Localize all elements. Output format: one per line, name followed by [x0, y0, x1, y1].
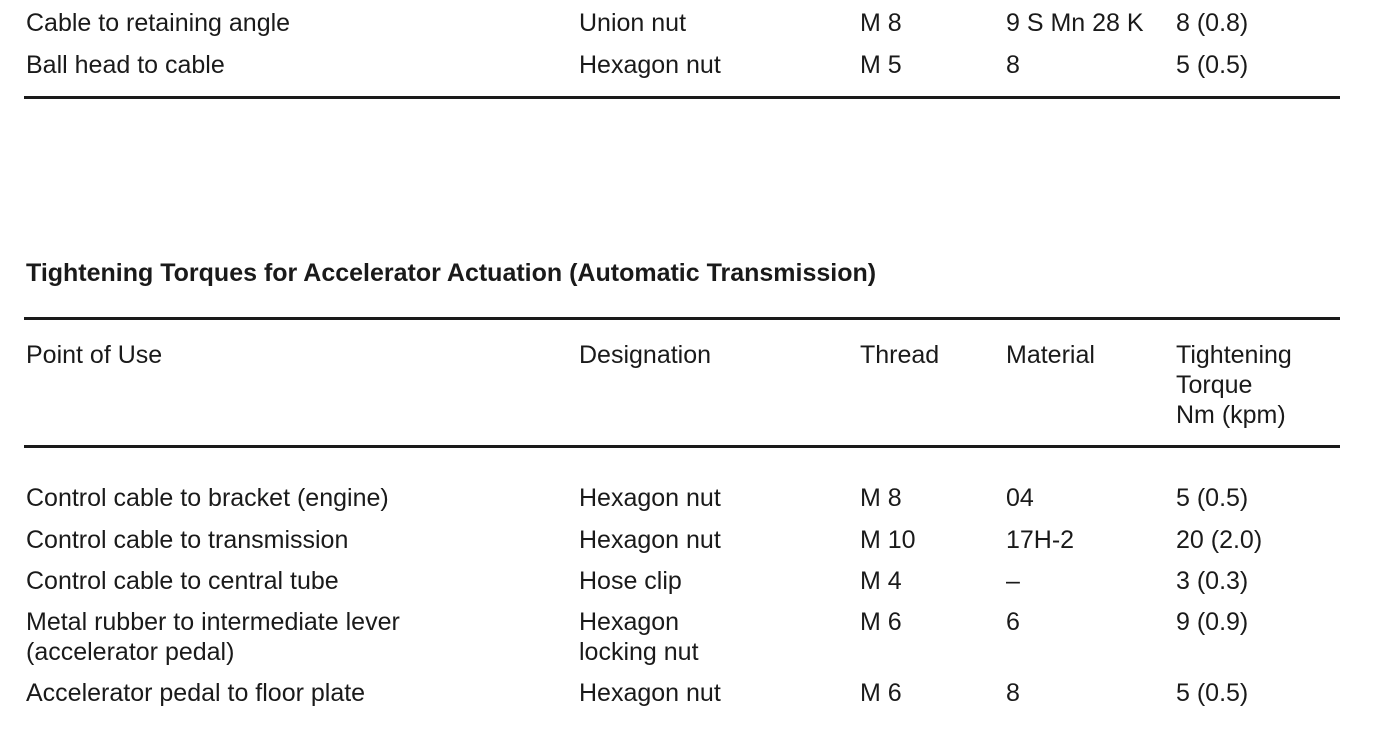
material-cell: 6 [1006, 608, 1020, 636]
point-of-use-cell: Control cable to transmission [26, 526, 349, 554]
material-cell: 17H-2 [1006, 526, 1075, 554]
header-tightening-torque: Tightening Torque Nm (kpm) [1176, 341, 1292, 429]
designation-cell: Hexagon nut [579, 526, 721, 554]
torque-cell: 8 (0.8) [1176, 9, 1249, 37]
torque-cell: 20 (2.0) [1176, 526, 1263, 554]
designation-cell: Hexagon nut [579, 679, 721, 707]
header-designation: Designation [579, 341, 712, 369]
torque-cell: 3 (0.3) [1176, 567, 1249, 595]
header-point-of-use: Point of Use [26, 341, 163, 369]
designation-cell: Hexagon nut [579, 51, 721, 79]
thread-cell: M 6 [860, 608, 902, 636]
torque-cell: 9 (0.9) [1176, 608, 1249, 636]
point-of-use-cell: Ball head to cable [26, 51, 225, 79]
torque-cell: 5 (0.5) [1176, 51, 1249, 79]
material-cell: 8 [1006, 679, 1020, 707]
main-table-top-rule [24, 317, 1340, 320]
thread-cell: M 5 [860, 51, 902, 79]
designation-cell: Hexagon nut [579, 484, 721, 512]
thread-cell: M 10 [860, 526, 916, 554]
header-thread: Thread [860, 341, 940, 369]
point-of-use-cell: Accelerator pedal to floor plate [26, 679, 366, 707]
material-cell: 9 S Mn 28 K [1006, 9, 1144, 37]
point-of-use-cell: Metal rubber to intermediate lever (accelerator pedal) [26, 608, 400, 666]
header-material: Material [1006, 341, 1095, 369]
designation-cell: Hose clip [579, 567, 682, 595]
torque-cell: 5 (0.5) [1176, 484, 1249, 512]
top-table-bottom-rule [24, 96, 1340, 99]
thread-cell: M 4 [860, 567, 902, 595]
material-cell: – [1006, 567, 1020, 595]
designation-cell: Union nut [579, 9, 687, 37]
header-bottom-rule [24, 445, 1340, 448]
thread-cell: M 8 [860, 484, 902, 512]
thread-cell: M 6 [860, 679, 902, 707]
material-cell: 8 [1006, 51, 1020, 79]
point-of-use-cell: Cable to retaining angle [26, 9, 291, 37]
section-title: Tightening Torques for Accelerator Actuation (Automatic Transmission) [26, 259, 877, 287]
point-of-use-cell: Control cable to central tube [26, 567, 339, 595]
torque-cell: 5 (0.5) [1176, 679, 1249, 707]
point-of-use-cell: Control cable to bracket (engine) [26, 484, 389, 512]
designation-cell: Hexagon locking nut [579, 608, 699, 666]
material-cell: 04 [1006, 484, 1034, 512]
thread-cell: M 8 [860, 9, 902, 37]
